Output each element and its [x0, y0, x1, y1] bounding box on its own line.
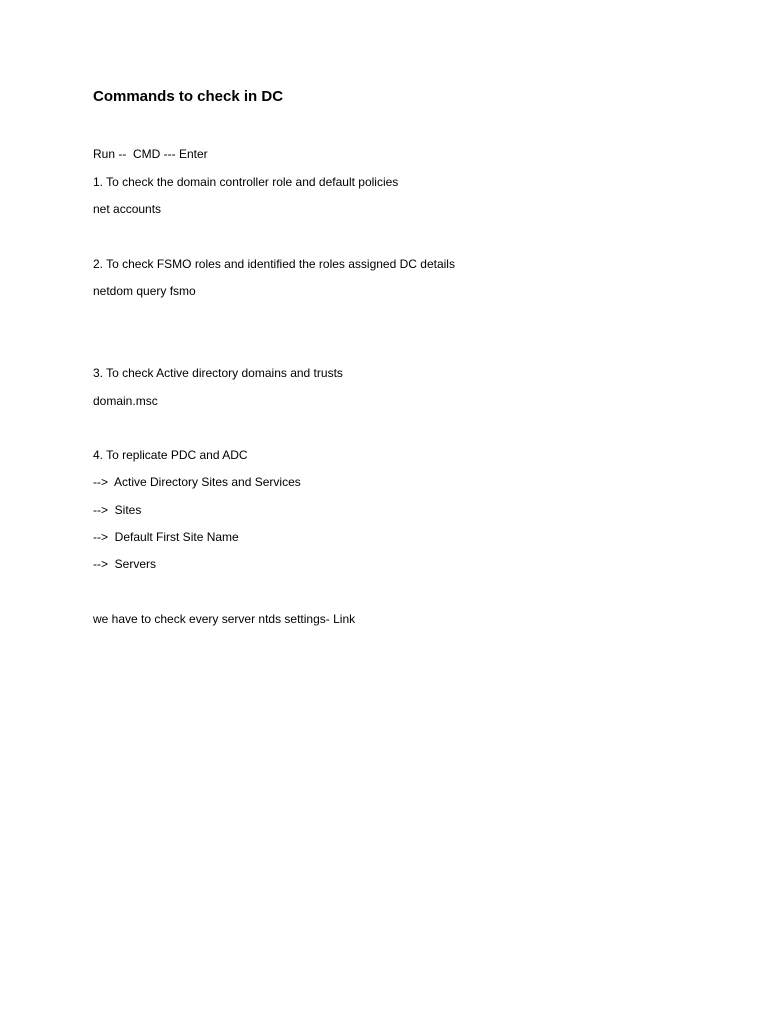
- step4-path-item: --> Active Directory Sites and Services: [93, 475, 301, 489]
- step4-path-item: --> Servers: [93, 557, 157, 571]
- note-line: we have to check every server ntds settings- Link: [93, 612, 356, 626]
- step1-command: net accounts: [93, 202, 162, 216]
- step2-heading: 2. To check FSMO roles and identified the roles assigned DC details: [93, 257, 455, 271]
- step3-command: domain.msc: [93, 394, 158, 408]
- document-title: Commands to check in DC: [93, 88, 284, 105]
- step1-heading: 1. To check the domain controller role and default policies: [93, 175, 399, 189]
- step4-path-item: --> Default First Site Name: [93, 530, 239, 544]
- step4-heading: 4. To replicate PDC and ADC: [93, 448, 248, 462]
- step3-heading: 3. To check Active directory domains and trusts: [93, 366, 343, 380]
- step2-command: netdom query fsmo: [93, 284, 196, 298]
- step4-path-item: --> Sites: [93, 503, 142, 517]
- intro-line: Run -- CMD --- Enter: [93, 147, 208, 161]
